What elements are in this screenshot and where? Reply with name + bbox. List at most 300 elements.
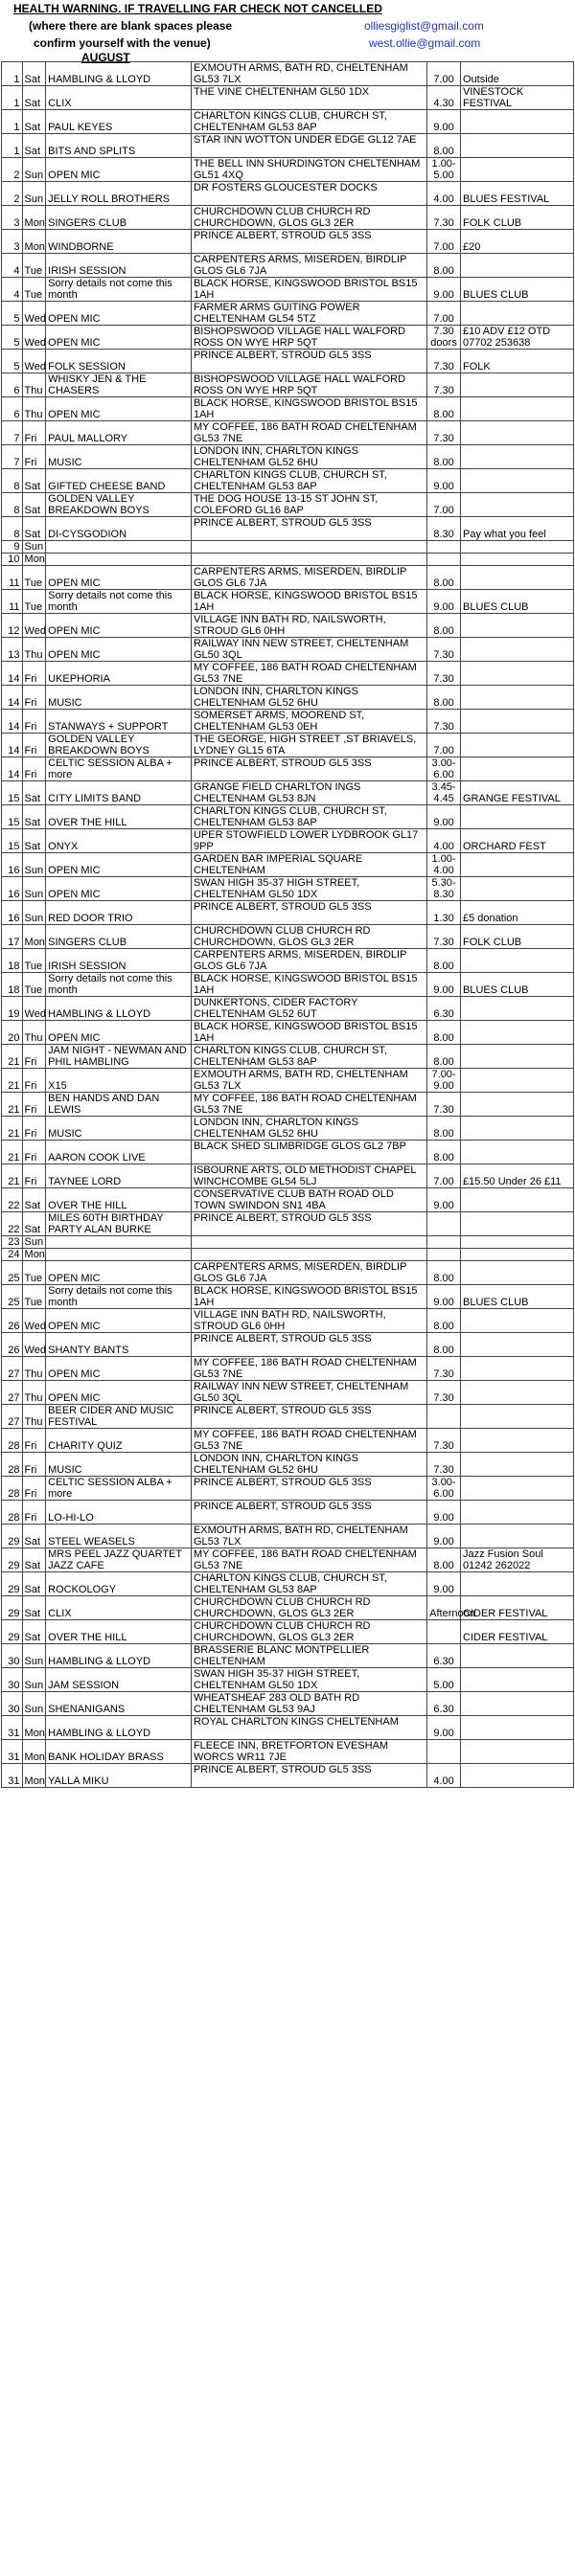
note-cell: BLUES FESTIVAL	[461, 182, 574, 206]
note-cell	[461, 1045, 574, 1069]
table-row	[2, 421, 574, 445]
table-row	[2, 566, 574, 590]
venue-cell: RAILWAY INN NEW STREET, CHELTENHAM GL50 3QL	[191, 638, 426, 662]
day-cell: Sun	[22, 1692, 46, 1716]
date-cell: 15	[2, 781, 23, 805]
time-cell: 8.00	[427, 1117, 461, 1141]
day-cell: Sun	[22, 541, 46, 554]
date-cell: 26	[2, 1309, 23, 1333]
note-cell	[461, 1188, 574, 1212]
band-cell: IRISH SESSION	[46, 949, 192, 973]
time-cell: 7.00	[427, 230, 461, 254]
date-cell: 1	[2, 134, 23, 158]
month-heading: AUGUST	[81, 51, 130, 64]
time-cell: 7.00	[427, 493, 461, 517]
table-row	[2, 1596, 574, 1620]
table-row	[2, 278, 574, 302]
date-cell: 21	[2, 1141, 23, 1164]
venue-cell: CHARLTON KINGS CLUB, CHURCH ST, CHELTENHAM GL53 8AP	[191, 1045, 426, 1069]
time-cell: 7.30	[427, 662, 461, 686]
band-cell: SHENANIGANS	[46, 1692, 192, 1716]
band-cell: HAMBLING & LLOYD	[46, 62, 192, 86]
note-cell	[461, 662, 574, 686]
band-cell: OPEN MIC	[46, 326, 192, 350]
table-row	[2, 1429, 574, 1453]
time-cell: 3.00-6.00	[427, 1477, 461, 1501]
day-cell: Mon	[22, 925, 46, 949]
venue-cell: MY COFFEE, 186 BATH ROAD CHELTENHAM GL53 7NE	[191, 1357, 426, 1381]
band-cell: BITS AND SPLITS	[46, 134, 192, 158]
venue-cell: SOMERSET ARMS, MOOREND ST, CHELTENHAM GL53 0EH	[191, 710, 426, 734]
date-cell: 21	[2, 1045, 23, 1069]
band-cell: MUSIC	[46, 686, 192, 710]
table-row	[2, 1212, 574, 1236]
date-cell: 16	[2, 877, 23, 901]
date-cell: 29	[2, 1620, 23, 1644]
date-cell: 30	[2, 1692, 23, 1716]
note-cell	[461, 397, 574, 421]
time-cell: 8.00	[427, 686, 461, 710]
table-row	[2, 997, 574, 1021]
venue-cell: PRINCE ALBERT, STROUD GL5 3SS	[191, 1212, 426, 1236]
table-row	[2, 1692, 574, 1716]
table-row	[2, 1249, 574, 1261]
note-cell	[461, 110, 574, 134]
day-cell: Fri	[22, 1501, 46, 1525]
day-cell: Thu	[22, 1021, 46, 1045]
note-cell	[461, 302, 574, 326]
time-cell: 4.30	[427, 86, 461, 110]
date-cell: 10	[2, 554, 23, 566]
table-row	[2, 182, 574, 206]
band-cell	[46, 554, 192, 566]
date-cell: 20	[2, 1021, 23, 1045]
time-cell: 3.00-6.00	[427, 757, 461, 781]
day-cell: Sat	[22, 829, 46, 853]
note-cell	[461, 734, 574, 757]
day-cell: Wed	[22, 1309, 46, 1333]
date-cell: 9	[2, 541, 23, 554]
band-cell: OPEN MIC	[46, 1381, 192, 1405]
note-cell	[461, 493, 574, 517]
venue-cell: EXMOUTH ARMS, BATH RD, CHELTENHAM GL53 7LX	[191, 62, 426, 86]
date-cell: 15	[2, 805, 23, 829]
email-link-primary[interactable]: olliesgiglist@gmail.com	[364, 19, 484, 33]
date-cell: 5	[2, 350, 23, 373]
band-cell: OPEN MIC	[46, 397, 192, 421]
day-cell: Sun	[22, 853, 46, 877]
venue-cell: CONSERVATIVE CLUB BATH ROAD OLD TOWN SWINDON SN1 4BA	[191, 1188, 426, 1212]
day-cell: Mon	[22, 1249, 46, 1261]
day-cell: Wed	[22, 302, 46, 326]
venue-cell: VILLAGE INN BATH RD, NAILSWORTH, STROUD GL6 0HH	[191, 614, 426, 638]
table-row	[2, 254, 574, 278]
table-row	[2, 1525, 574, 1548]
note-cell: FOLK CLUB	[461, 925, 574, 949]
table-row	[2, 710, 574, 734]
day-cell: Sun	[22, 1644, 46, 1668]
time-cell: 7.30 doors	[427, 326, 461, 350]
day-cell: Sun	[22, 1236, 46, 1249]
time-cell: 8.00	[427, 949, 461, 973]
note-cell	[461, 1644, 574, 1668]
table-row	[2, 373, 574, 397]
time-cell: 9.00	[427, 805, 461, 829]
note-cell	[461, 1525, 574, 1548]
day-cell: Sat	[22, 1525, 46, 1548]
time-cell: 9.00	[427, 1716, 461, 1740]
band-cell: SHANTY BANTS	[46, 1333, 192, 1357]
time-cell: 7.30	[427, 1093, 461, 1117]
band-cell: JAM NIGHT - NEWMAN AND PHIL HAMBLING	[46, 1045, 192, 1069]
date-cell: 27	[2, 1405, 23, 1429]
table-row	[2, 925, 574, 949]
band-cell: MRS PEEL JAZZ QUARTET JAZZ CAFE	[46, 1548, 192, 1572]
time-cell: 1.00-5.00	[427, 158, 461, 182]
band-cell: OPEN MIC	[46, 638, 192, 662]
note-cell: VINESTOCK FESTIVAL	[461, 86, 574, 110]
note-cell: Outside	[461, 62, 574, 86]
table-row	[2, 1477, 574, 1501]
time-cell: 8.00	[427, 134, 461, 158]
time-cell: 8.00	[427, 614, 461, 638]
date-cell: 22	[2, 1212, 23, 1236]
note-cell: GRANGE FESTIVAL	[461, 781, 574, 805]
date-cell: 28	[2, 1477, 23, 1501]
band-cell: GOLDEN VALLEY BREAKDOWN BOYS	[46, 493, 192, 517]
band-cell	[46, 1236, 192, 1249]
band-cell: CELTIC SESSION ALBA + more	[46, 1477, 192, 1501]
note-cell	[461, 1117, 574, 1141]
date-cell: 3	[2, 206, 23, 230]
table-row	[2, 206, 574, 230]
note-cell: BLUES CLUB	[461, 590, 574, 614]
venue-cell: ROYAL CHARLTON KINGS CHELTENHAM	[191, 1716, 426, 1740]
venue-cell: STAR INN WOTTON UNDER EDGE GL12 7AE	[191, 134, 426, 158]
time-cell: 7.30	[427, 373, 461, 397]
band-cell	[46, 1249, 192, 1261]
day-cell: Sat	[22, 469, 46, 493]
email-link-secondary[interactable]: west.ollie@gmail.com	[369, 36, 481, 50]
time-cell: 9.00	[427, 1285, 461, 1309]
day-cell: Sat	[22, 493, 46, 517]
band-cell: OPEN MIC	[46, 158, 192, 182]
band-cell: ONYX	[46, 829, 192, 853]
venue-cell: BLACK HORSE, KINGSWOOD BRISTOL BS15 1AH	[191, 1285, 426, 1309]
venue-cell: PRINCE ALBERT, STROUD GL5 3SS	[191, 1333, 426, 1357]
day-cell: Fri	[22, 1045, 46, 1069]
time-cell: 7.30	[427, 421, 461, 445]
table-row	[2, 1285, 574, 1309]
venue-cell: PRINCE ALBERT, STROUD GL5 3SS	[191, 517, 426, 541]
note-cell	[461, 1405, 574, 1429]
day-cell: Sat	[22, 1620, 46, 1644]
day-cell: Sun	[22, 158, 46, 182]
date-cell: 5	[2, 326, 23, 350]
note-cell: CIDER FESTIVAL	[461, 1596, 574, 1620]
day-cell: Mon	[22, 1716, 46, 1740]
time-cell	[427, 1620, 461, 1644]
date-cell: 8	[2, 517, 23, 541]
day-cell: Wed	[22, 326, 46, 350]
band-cell: FOLK SESSION	[46, 350, 192, 373]
band-cell: SINGERS CLUB	[46, 206, 192, 230]
venue-cell: GRANGE FIELD CHARLTON INGS CHELTENHAM GL53 8JN	[191, 781, 426, 805]
date-cell: 1	[2, 62, 23, 86]
time-cell: 5.30-8.30	[427, 877, 461, 901]
time-cell: 8.00	[427, 1021, 461, 1045]
band-cell: JELLY ROLL BROTHERS	[46, 182, 192, 206]
venue-cell: BLACK HORSE, KINGSWOOD BRISTOL BS15 1AH	[191, 973, 426, 997]
venue-cell: BLACK HORSE, KINGSWOOD BRISTOL BS15 1AH	[191, 278, 426, 302]
band-cell: HAMBLING & LLOYD	[46, 1644, 192, 1668]
date-cell: 30	[2, 1668, 23, 1692]
note-cell	[461, 1236, 574, 1249]
date-cell: 14	[2, 662, 23, 686]
date-cell: 28	[2, 1429, 23, 1453]
date-cell: 21	[2, 1093, 23, 1117]
note-cell	[461, 566, 574, 590]
note-cell: ORCHARD FEST	[461, 829, 574, 853]
band-cell: CELTIC SESSION ALBA + more	[46, 757, 192, 781]
venue-cell: BLACK HORSE, KINGSWOOD BRISTOL BS15 1AH	[191, 397, 426, 421]
venue-cell: CARPENTERS ARMS, MISERDEN, BIRDLIP GLOS GL6 7JA	[191, 254, 426, 278]
band-cell: BEN HANDS AND DAN LEWIS	[46, 1093, 192, 1117]
date-cell: 14	[2, 710, 23, 734]
date-cell: 11	[2, 590, 23, 614]
table-row	[2, 230, 574, 254]
date-cell: 21	[2, 1117, 23, 1141]
band-cell: WHISKY JEN & THE CHASERS	[46, 373, 192, 397]
note-cell	[461, 1021, 574, 1045]
table-row	[2, 1333, 574, 1357]
table-row	[2, 757, 574, 781]
note-cell	[461, 373, 574, 397]
page-header	[0, 0, 575, 64]
venue-cell: VILLAGE INN BATH RD, NAILSWORTH, STROUD GL6 0HH	[191, 1309, 426, 1333]
band-cell: OVER THE HILL	[46, 805, 192, 829]
day-cell: Thu	[22, 638, 46, 662]
venue-cell: LONDON INN, CHARLTON KINGS CHELTENHAM GL52 6HU	[191, 445, 426, 469]
note-cell	[461, 1333, 574, 1357]
note-cell: BLUES CLUB	[461, 1285, 574, 1309]
note-cell	[461, 757, 574, 781]
note-cell: FOLK CLUB	[461, 206, 574, 230]
date-cell: 6	[2, 373, 23, 397]
venue-cell: WHEATSHEAF 283 OLD BATH RD CHELTENHAM GL53 9AJ	[191, 1692, 426, 1716]
date-cell: 28	[2, 1453, 23, 1477]
date-cell: 18	[2, 949, 23, 973]
table-row	[2, 1548, 574, 1572]
date-cell: 4	[2, 254, 23, 278]
time-cell: 9.00	[427, 1525, 461, 1548]
note-cell	[461, 1572, 574, 1596]
day-cell: Sat	[22, 517, 46, 541]
table-row	[2, 1764, 574, 1788]
band-cell: CHARITY QUIZ	[46, 1429, 192, 1453]
table-row	[2, 949, 574, 973]
band-cell: JAM SESSION	[46, 1668, 192, 1692]
date-cell: 31	[2, 1740, 23, 1764]
date-cell: 3	[2, 230, 23, 254]
band-cell	[46, 541, 192, 554]
table-row	[2, 350, 574, 373]
note-cell	[461, 1357, 574, 1381]
time-cell: 7.30	[427, 350, 461, 373]
note-cell	[461, 877, 574, 901]
note-cell	[461, 1692, 574, 1716]
band-cell: PAUL MALLORY	[46, 421, 192, 445]
band-cell: MUSIC	[46, 445, 192, 469]
date-cell: 7	[2, 445, 23, 469]
date-cell: 29	[2, 1548, 23, 1572]
venue-cell: CHURCHDOWN CLUB CHURCH RD CHURCHDOWN, GLOS GL3 2ER	[191, 1620, 426, 1644]
venue-cell: EXMOUTH ARMS, BATH RD, CHELTENHAM GL53 7LX	[191, 1525, 426, 1548]
time-cell: 8.00	[427, 1261, 461, 1285]
table-row	[2, 1164, 574, 1188]
time-cell	[427, 1249, 461, 1261]
day-cell: Thu	[22, 373, 46, 397]
day-cell: Mon	[22, 1764, 46, 1788]
note-cell: £20	[461, 230, 574, 254]
venue-cell: CARPENTERS ARMS, MISERDEN, BIRDLIP GLOS GL6 7JA	[191, 1261, 426, 1285]
note-cell	[461, 1453, 574, 1477]
day-cell: Fri	[22, 445, 46, 469]
table-row	[2, 614, 574, 638]
band-cell: CITY LIMITS BAND	[46, 781, 192, 805]
venue-cell: ISBOURNE ARTS, OLD METHODIST CHAPEL WINCHCOMBE GL54 5LJ	[191, 1164, 426, 1188]
note-cell: FOLK	[461, 350, 574, 373]
date-cell: 4	[2, 278, 23, 302]
note-cell	[461, 1429, 574, 1453]
date-cell: 25	[2, 1285, 23, 1309]
time-cell: 6.30	[427, 1692, 461, 1716]
note-cell	[461, 1501, 574, 1525]
day-cell: Sat	[22, 805, 46, 829]
band-cell: CLIX	[46, 1596, 192, 1620]
blank-space-note: (where there are blank spaces please	[29, 19, 233, 33]
time-cell: 8.00	[427, 566, 461, 590]
table-row	[2, 734, 574, 757]
band-cell: TAYNEE LORD	[46, 1164, 192, 1188]
time-cell: 7.30	[427, 638, 461, 662]
time-cell: 6.30	[427, 997, 461, 1021]
day-cell: Mon	[22, 1740, 46, 1764]
venue-cell: MY COFFEE, 186 BATH ROAD CHELTENHAM GL53 7NE	[191, 1093, 426, 1117]
note-cell	[461, 1740, 574, 1764]
venue-cell: CHURCHDOWN CLUB CHURCH RD CHURCHDOWN, GLOS GL3 2ER	[191, 1596, 426, 1620]
time-cell: 7.30	[427, 710, 461, 734]
table-row	[2, 1357, 574, 1381]
date-cell: 22	[2, 1188, 23, 1212]
day-cell: Tue	[22, 278, 46, 302]
date-cell: 14	[2, 686, 23, 710]
day-cell: Fri	[22, 1477, 46, 1501]
time-cell: 1.30	[427, 901, 461, 925]
time-cell: 7.00	[427, 302, 461, 326]
day-cell: Fri	[22, 734, 46, 757]
day-cell: Tue	[22, 1285, 46, 1309]
time-cell: 8.00	[427, 1045, 461, 1069]
venue-cell: UPER STOWFIELD LOWER LYDBROOK GL17 9PP	[191, 829, 426, 853]
day-cell: Mon	[22, 206, 46, 230]
venue-cell: PRINCE ALBERT, STROUD GL5 3SS	[191, 1477, 426, 1501]
note-cell: BLUES CLUB	[461, 278, 574, 302]
day-cell: Sat	[22, 134, 46, 158]
venue-cell: BISHOPSWOOD VILLAGE HALL WALFORD ROSS ON WYE HRP 5QT	[191, 326, 426, 350]
time-cell: 7.30	[427, 1357, 461, 1381]
date-cell: 16	[2, 901, 23, 925]
date-cell: 18	[2, 973, 23, 997]
day-cell: Thu	[22, 1357, 46, 1381]
date-cell: 8	[2, 493, 23, 517]
day-cell: Tue	[22, 566, 46, 590]
note-cell	[461, 710, 574, 734]
table-row	[2, 1620, 574, 1644]
note-cell	[461, 614, 574, 638]
table-row	[2, 1117, 574, 1141]
band-cell: HAMBLING & LLOYD	[46, 1716, 192, 1740]
day-cell: Thu	[22, 1381, 46, 1405]
time-cell: 7.30	[427, 206, 461, 230]
note-cell: BLUES CLUB	[461, 973, 574, 997]
venue-cell: THE BELL INN SHURDINGTON CHELTENHAM GL51 4XQ	[191, 158, 426, 182]
table-row	[2, 638, 574, 662]
venue-cell	[191, 1236, 426, 1249]
venue-cell: PRINCE ALBERT, STROUD GL5 3SS	[191, 230, 426, 254]
venue-cell: SWAN HIGH 35-37 HIGH STREET, CHELTENHAM GL50 1DX	[191, 1668, 426, 1692]
note-cell: £15.50 Under 26 £11	[461, 1164, 574, 1188]
day-cell: Fri	[22, 1069, 46, 1093]
venue-cell: CHARLTON KINGS CLUB, CHURCH ST, CHELTENHAM GL53 8AP	[191, 1572, 426, 1596]
venue-cell: EXMOUTH ARMS, BATH RD, CHELTENHAM GL53 7LX	[191, 1069, 426, 1093]
venue-cell	[191, 1249, 426, 1261]
note-cell	[461, 1141, 574, 1164]
date-cell: 29	[2, 1525, 23, 1548]
band-cell: HAMBLING & LLOYD	[46, 997, 192, 1021]
table-row	[2, 1644, 574, 1668]
venue-cell: THE GEORGE, HIGH STREET ,ST BRIAVELS, LYDNEY GL15 6TA	[191, 734, 426, 757]
table-row	[2, 158, 574, 182]
table-row	[2, 1093, 574, 1117]
time-cell: 4.00	[427, 829, 461, 853]
table-row	[2, 1261, 574, 1285]
band-cell: PAUL KEYES	[46, 110, 192, 134]
table-row	[2, 901, 574, 925]
date-cell: 29	[2, 1596, 23, 1620]
time-cell: 7.00	[427, 1164, 461, 1188]
table-row	[2, 1141, 574, 1164]
time-cell: 4.00	[427, 182, 461, 206]
venue-cell: DUNKERTONS, CIDER FACTORY CHELTENHAM GL52 6UT	[191, 997, 426, 1021]
note-cell	[461, 254, 574, 278]
band-cell: RED DOOR TRIO	[46, 901, 192, 925]
date-cell: 24	[2, 1249, 23, 1261]
day-cell: Sun	[22, 877, 46, 901]
note-cell	[461, 638, 574, 662]
note-cell	[461, 1309, 574, 1333]
table-row	[2, 1188, 574, 1212]
venue-cell: CARPENTERS ARMS, MISERDEN, BIRDLIP GLOS GL6 7JA	[191, 566, 426, 590]
date-cell: 21	[2, 1069, 23, 1093]
time-cell: 8.00	[427, 1141, 461, 1164]
day-cell: Wed	[22, 614, 46, 638]
time-cell: Afternoon	[427, 1596, 461, 1620]
band-cell: YALLA MIKU	[46, 1764, 192, 1788]
day-cell: Sat	[22, 1188, 46, 1212]
time-cell: 3.45-4.45	[427, 781, 461, 805]
note-cell: CIDER FESTIVAL	[461, 1620, 574, 1644]
